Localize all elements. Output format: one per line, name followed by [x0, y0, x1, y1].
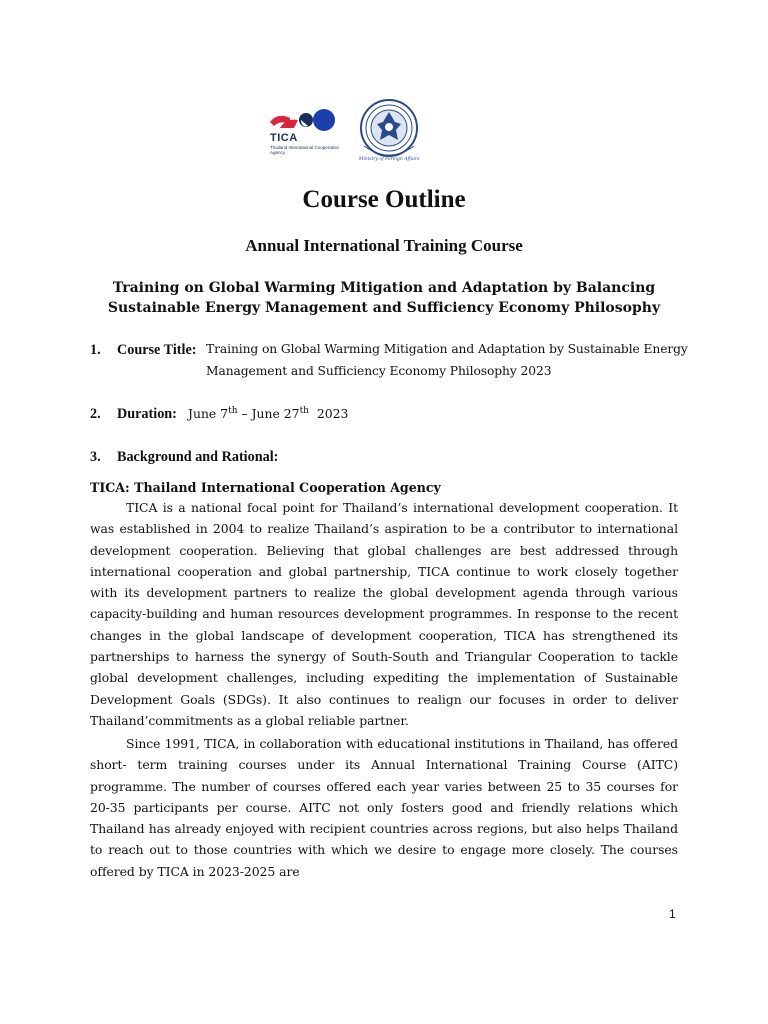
course-name-heading [0, 278, 768, 318]
course-name-line-2: Sustainable Energy Management and Sufficiency Economy Philosophy [107, 300, 661, 316]
section-1-value-line-2: Management and Sufficiency Economy Philosophy 2023 [206, 364, 552, 378]
background-paragraph-2: Since 1991, TICA, in collaboration with educational institutions in Thailand, has offered short- term training courses under its Annual International Training Course (AITC) programme. The number of courses offered each year varies between 25 to 35 courses for 20-35 participants per course. AITC not only fosters good and friendly relations which Thailand has already enjoyed with recipient countries across regions, but also helps Thailand to reach out to those countries with which we desire to engage more closely. The courses offered by TICA in 2023-2025 are [90, 736, 678, 879]
course-name-line-1: Training on Global Warming Mitigation and Adaptation by Balancing [112, 280, 656, 296]
page-subtitle: Annual International Training Course [245, 236, 523, 255]
duration-year: 2023 [316, 406, 349, 421]
duration-start-sup: th [228, 405, 238, 416]
section-2-number: 2. [90, 406, 101, 422]
tica-subheading: TICA: Thailand International Cooperation Agency [90, 480, 441, 495]
duration-value [188, 406, 348, 421]
duration-separator: – June 27 [237, 406, 300, 421]
page-title: Course Outline [302, 186, 466, 213]
page-number: 1 [669, 907, 676, 921]
logo-header [254, 88, 430, 174]
section-3-number: 3. [90, 449, 101, 465]
section-1-label: Course Title: [117, 342, 197, 358]
duration-end-sup: th [299, 405, 309, 416]
section-2-label: Duration: [117, 406, 177, 422]
duration-start: June 7 [188, 406, 229, 421]
tica-subtitle: Thailand International Cooperation Agency [270, 145, 340, 155]
section-1-value-line-1: Training on Global Warming Mitigation and Adaptation by Sustainable Energy [206, 342, 688, 356]
ministry-seal-icon [356, 98, 422, 164]
tica-wordmark: TICA [270, 132, 298, 144]
seal-caption: Ministry of Foreign Affairs [358, 157, 420, 162]
section-1-number: 1. [90, 342, 101, 358]
section-3-label: Background and Rational: [117, 449, 279, 465]
background-paragraph-1: TICA is a national focal point for Thailand’s international development cooperation. It was established in 2004 to realize Thailand’s aspiration to be a contributor to international development cooperation. Believing that global challenges are best addressed through international cooperation and global partnership, TICA continue to work closely together with its development partners to realize the global development agenda through various capacity-building and human resources development programmes. In response to the recent changes in the global landscape of development cooperation, TICA has strengthened its partnerships to harness the synergy of South-South and Triangular Cooperation to tackle global development challenges, including expediting the implementation of Sustainable Development Goals (SDGs). It also continues to realign our focuses in order to deliver Thailand’commitments as a global reliable partner. [90, 500, 678, 728]
